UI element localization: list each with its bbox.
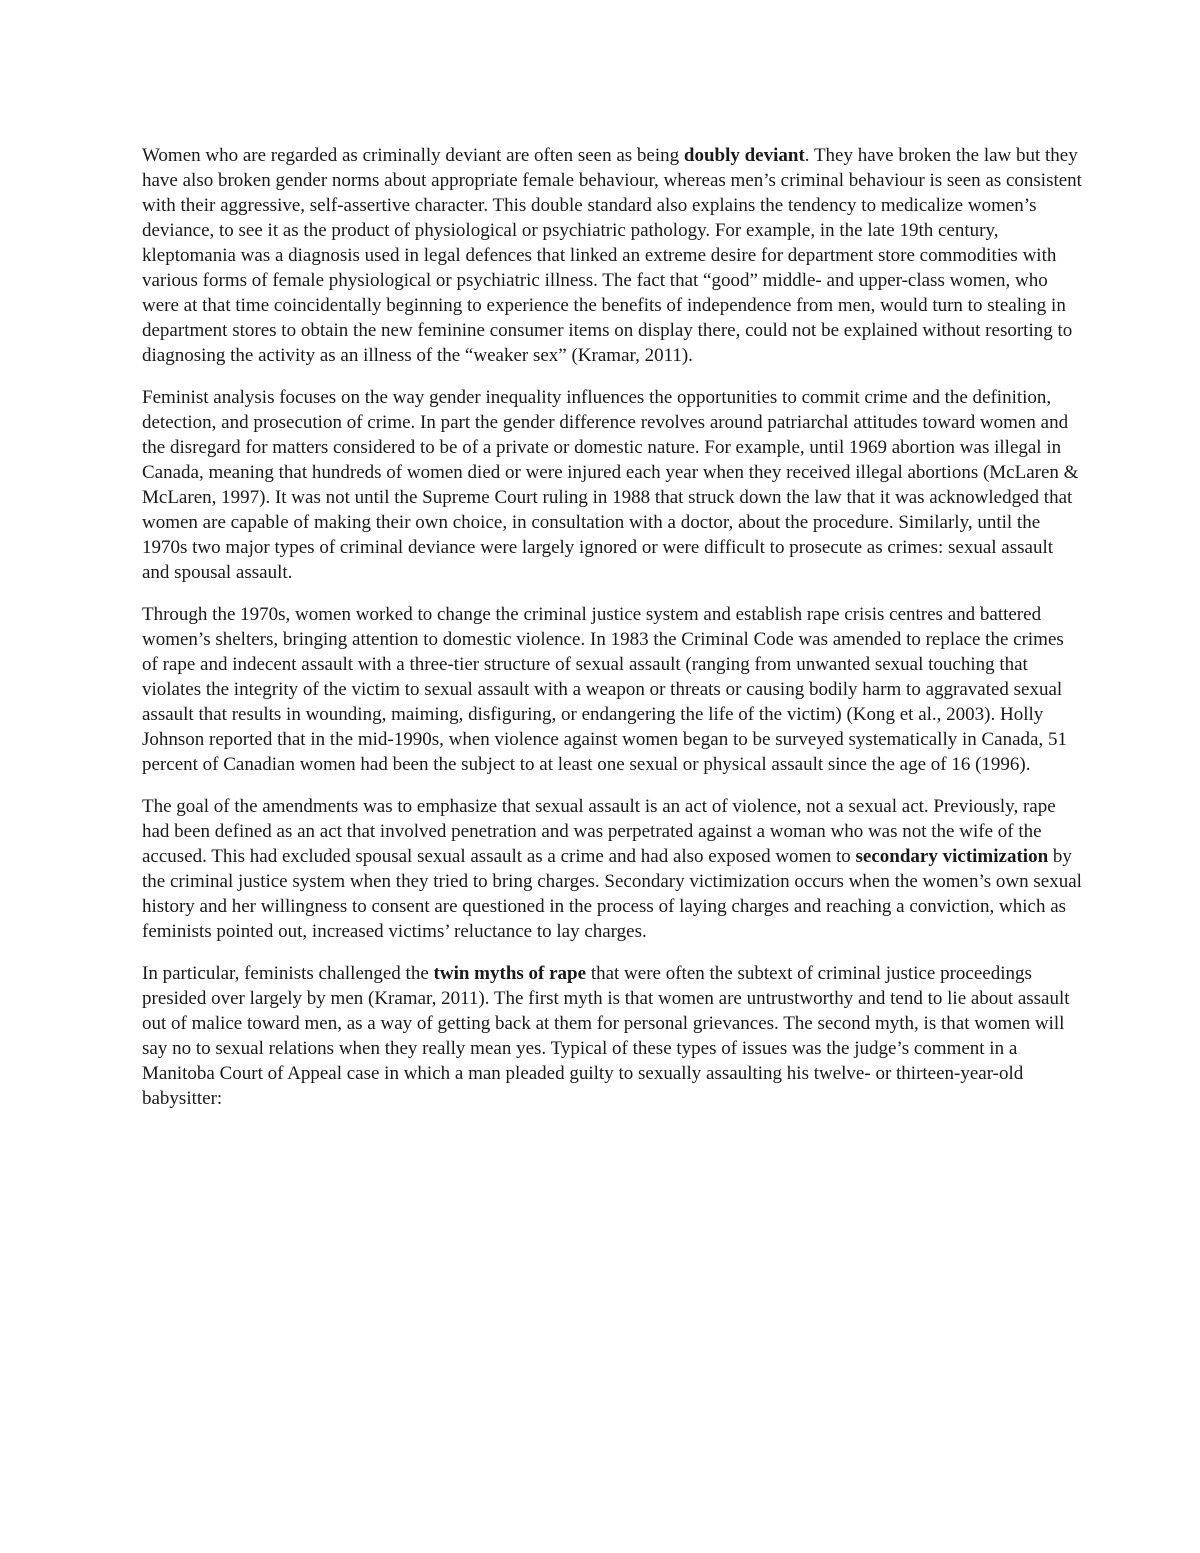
paragraph-amendments-goal bbox=[142, 794, 1082, 944]
text-segment: Through the 1970s, women worked to change the criminal justice system and establish rape crisis centres and battered women’s shelters, bringing attention to domestic violence. In 1983 the Criminal Code was amended to replace the crimes of rape and indecent assault with a three-tier structure of sexual assault (ranging from unwanted sexual touching that violates the integrity of the victim to sexual assault with a weapon or threats or causing bodily harm to aggravated sexual assault that results in wounding, maiming, disfiguring, or endangering the life of the victim) (Kong et al., 2003). Holly Johnson reported that in the mid-1990s, when violence against women began to be surveyed systematically in Canada, 51 percent of Canadian women had been the subject to at least one sexual or physical assault since the age of 16 (1996). bbox=[142, 604, 1067, 775]
paragraph-doubly-deviant bbox=[142, 143, 1082, 368]
text-segment: The goal of the amendments was to emphasize that sexual assault is an act of violence, not a sexual act. Previously, rape had been defined as an act that involved penetration and was perpetrated against a woman who was not the wife of the accused. This had excluded spousal sexual assault as a crime and had also exposed women to bbox=[142, 796, 1056, 867]
text-segment: by the criminal justice system when they tried to bring charges. Secondary victimization occurs when the women’s own sexual history and her willingness to consent are questioned in the process of laying charges and reaching a conviction, which as feminists pointed out, increased victims’ reluctance to lay charges. bbox=[142, 846, 1082, 942]
text-segment: Feminist analysis focuses on the way gender inequality influences the opportunities to commit crime and the definition, detection, and prosecution of crime. In part the gender difference revolves around patriarchal attitudes toward women and the disregard for matters considered to be of a private or domestic nature. For example, until 1969 abortion was illegal in Canada, meaning that hundreds of women died or were injured each year when they received illegal abortions (McLaren & McLaren, 1997). It was not until the Supreme Court ruling in 1988 that struck down the law that it was acknowledged that women are capable of making their own choice, in consultation with a doctor, about the procedure. Similarly, until the 1970s two major types of criminal deviance were largely ignored or were difficult to prosecute as crimes: sexual assault and spousal assault. bbox=[142, 387, 1079, 583]
text-segment: that were often the subtext of criminal justice proceedings presided over largely by men (Kramar, 2011). The first myth is that women are untrustworthy and tend to lie about assault out of malice toward men, as a way of getting back at them for personal grievances. The second myth, is that women will say no to sexual relations when they really mean yes. Typical of these types of issues was the judge’s comment in a Manitoba Court of Appeal case in which a man pleaded guilty to sexually assaulting his twelve- or thirteen-year-old babysitter: bbox=[142, 963, 1070, 1109]
text-segment: In particular, feminists challenged the bbox=[142, 963, 434, 984]
paragraph-twin-myths bbox=[142, 961, 1082, 1111]
text-segment: Women who are regarded as criminally deviant are often seen as being bbox=[142, 145, 684, 166]
paragraph-1970s-reforms bbox=[142, 602, 1082, 777]
term-secondary-victimization: secondary victimization bbox=[855, 846, 1049, 867]
paragraph-feminist-analysis bbox=[142, 385, 1082, 585]
term-twin-myths-of-rape: twin myths of rape bbox=[433, 963, 587, 984]
term-doubly-deviant: doubly deviant bbox=[683, 145, 805, 166]
document-page bbox=[142, 143, 1082, 1128]
text-segment: . They have broken the law but they have also broken gender norms about appropriate female behaviour, whereas men’s criminal behaviour is seen as consistent with their aggressive, self-assertive character. This double standard also explains the tendency to medicalize women’s deviance, to see it as the product of physiological or psychiatric pathology. For example, in the late 19th century, kleptomania was a diagnosis used in legal defences that linked an extreme desire for department store commodities with various forms of female physiological or psychiatric illness. The fact that “good” middle- and upper-class women, who were at that time coincidentally beginning to experience the benefits of independence from men, would turn to stealing in department stores to obtain the new feminine consumer items on display there, could not be explained without resorting to diagnosing the activity as an illness of the “weaker sex” (Kramar, 2011). bbox=[142, 145, 1082, 366]
